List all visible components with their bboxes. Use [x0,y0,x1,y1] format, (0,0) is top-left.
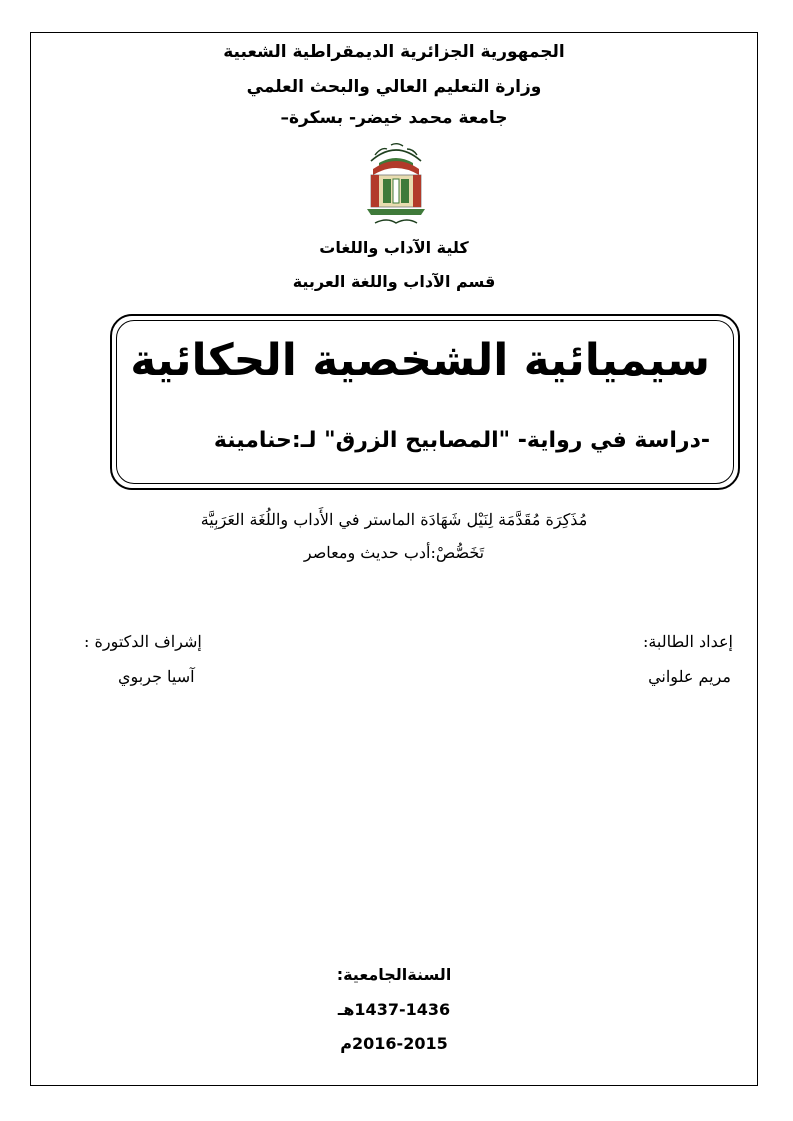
university-logo [357,137,435,229]
memo-statement: مُذَكِرَة مُقَدَّمَة لِنَيْل شَهَادَة الماستر في الأَداب واللُغَة العَرَبِيَّة [200,510,588,529]
student-name: مريم علواني [648,667,731,686]
faculty-name: كلية الآداب واللغات [319,238,469,257]
student-label: إعداد الطالبة: [642,632,733,651]
specialization: تَخَصُّصْ:أدب حديث ومعاصر [303,543,485,562]
thesis-subtitle: -دراسة في رواية- "المصابيح الزرق" لـ:حنامينة [213,428,710,453]
gregorian-year: 2016-2015م [340,1034,448,1053]
academic-year-label: السنةالجامعية: [336,965,452,984]
thesis-title: سيميائية الشخصية الحكائية [130,335,710,386]
hijri-year: 1437-1436هـ [337,1000,451,1019]
republic-name: الجمهورية الجزائرية الديمقراطية الشعبية [223,42,565,62]
ministry-name: وزارة التعليم العالي والبحث العلمي [246,77,542,97]
supervisor-name: آسيا جربوي [118,667,195,686]
department-name: قسم الآداب واللغة العربية [292,272,496,291]
supervisor-label: إشراف الدكتورة : [84,632,202,651]
university-name: جامعة محمد خيضر- بسكرة– [280,108,508,128]
